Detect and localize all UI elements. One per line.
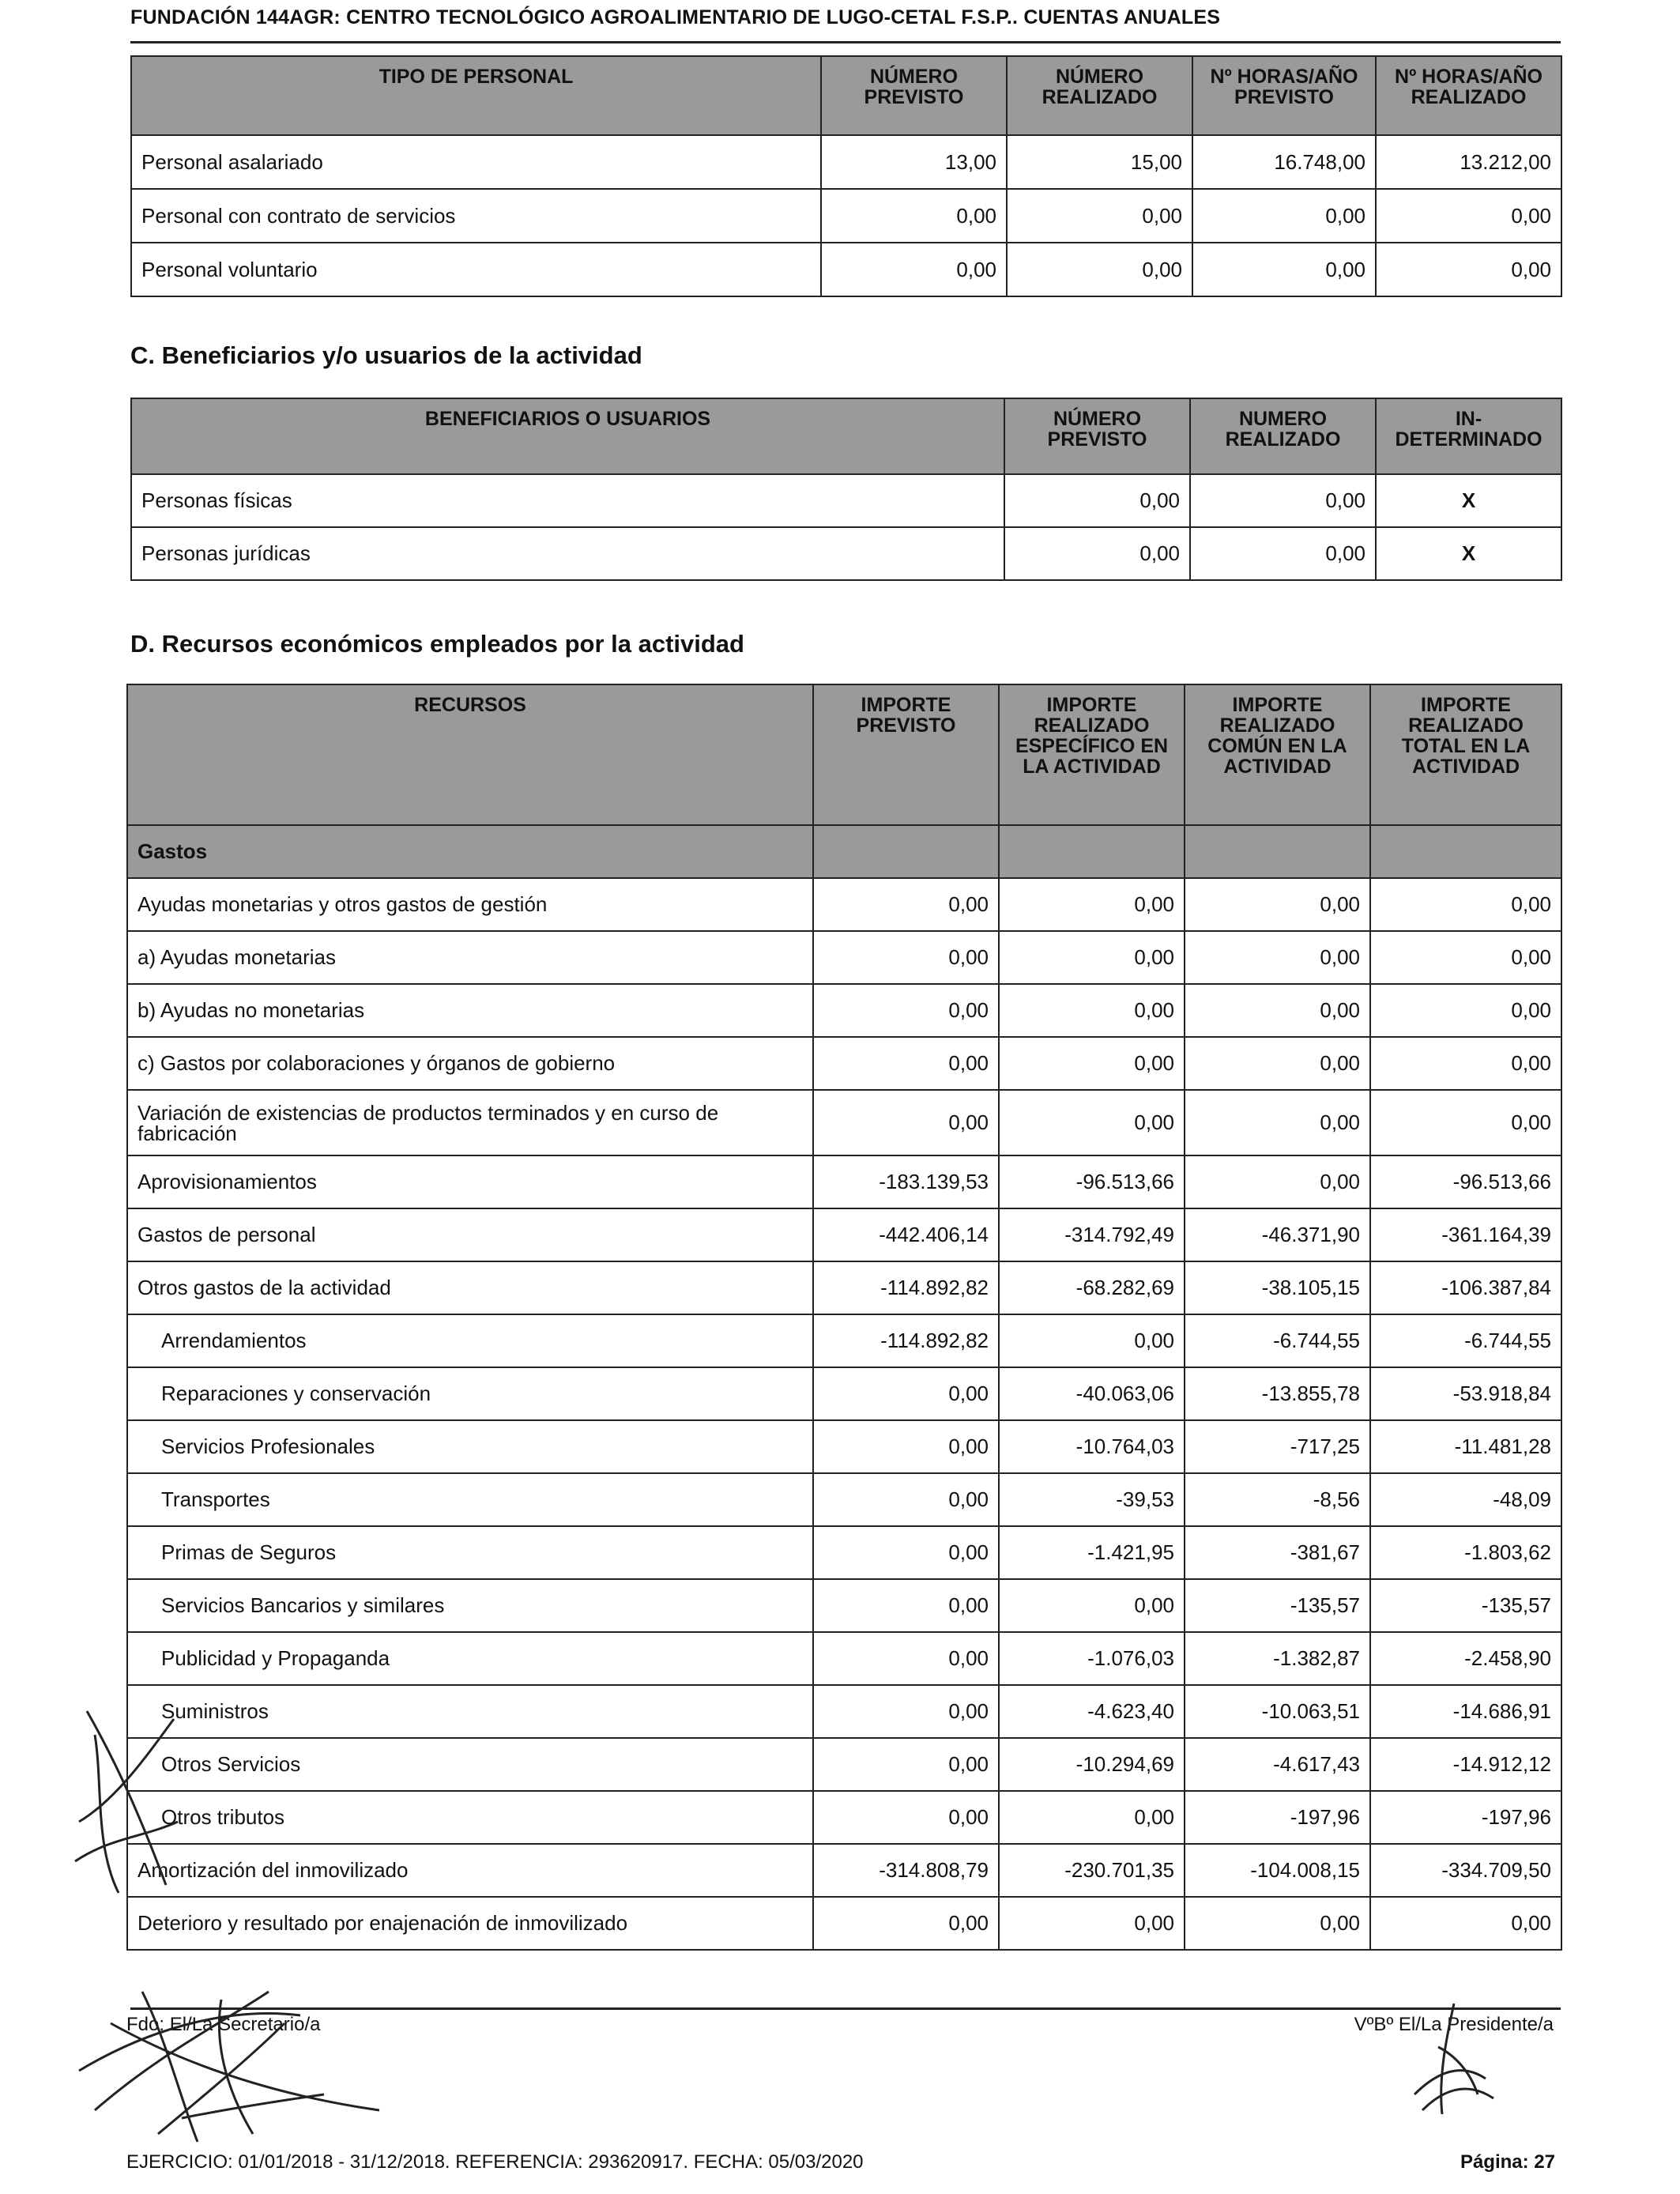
col-horas-realizado: Nº HORAS/AÑO REALIZADO — [1376, 56, 1561, 135]
cell-value: -1.382,87 — [1185, 1632, 1370, 1685]
cell-value: -183.139,53 — [813, 1155, 999, 1208]
table-row — [127, 1685, 1561, 1738]
col-importe-total: IMPORTE REALIZADO TOTAL EN LA ACTIVIDAD — [1370, 684, 1561, 825]
row-label: Gastos de personal — [127, 1208, 813, 1261]
cell-value: -38.105,15 — [1185, 1261, 1370, 1314]
cell-value: 13.212,00 — [1376, 135, 1561, 189]
row-label: Publicidad y Propaganda — [127, 1632, 813, 1685]
cell-value: -135,57 — [1185, 1579, 1370, 1632]
cell-value: -334.709,50 — [1370, 1844, 1561, 1897]
cell-value: 15,00 — [1007, 135, 1192, 189]
table-row — [131, 474, 1561, 527]
cell-value: -717,25 — [1185, 1420, 1370, 1473]
cell-value: -39,53 — [999, 1473, 1185, 1526]
cell-value: -1.076,03 — [999, 1632, 1185, 1685]
cell-value: -361.164,39 — [1370, 1208, 1561, 1261]
cell-value: 13,00 — [821, 135, 1007, 189]
presidente-label: VºBº El/La Presidente/a — [1354, 2014, 1554, 2035]
cell-value: 0,00 — [821, 243, 1007, 296]
col-importe-previsto: IMPORTE PREVISTO — [813, 684, 999, 825]
cell-value: 0,00 — [1192, 189, 1376, 243]
row-label: Personal con contrato de servicios — [131, 189, 821, 243]
cell-value: -40.063,06 — [999, 1367, 1185, 1420]
cell-value: -68.282,69 — [999, 1261, 1185, 1314]
indeterminado-mark: X — [1376, 527, 1561, 580]
gastos-group-row — [127, 825, 1561, 878]
cell-value: 0,00 — [999, 1314, 1185, 1367]
cell-value: -46.371,90 — [1185, 1208, 1370, 1261]
row-label: Personas físicas — [131, 474, 1004, 527]
col-numero-realizado: NÚMERO REALIZADO — [1007, 56, 1192, 135]
table-row — [127, 1897, 1561, 1950]
cell-value: 0,00 — [813, 1897, 999, 1950]
table-row — [127, 1367, 1561, 1420]
row-label: c) Gastos por colaboraciones y órganos de gobierno — [127, 1037, 813, 1090]
table-row — [127, 1791, 1561, 1844]
cell-value: 0,00 — [813, 931, 999, 984]
section-c-title: C. Beneficiarios y/o usuarios de la actividad — [130, 341, 642, 369]
row-label: Otros gastos de la actividad — [127, 1261, 813, 1314]
cell-value: -1.421,95 — [999, 1526, 1185, 1579]
table-row — [127, 1738, 1561, 1791]
cell-value: -53.918,84 — [1370, 1367, 1561, 1420]
cell-value: 0,00 — [1185, 931, 1370, 984]
col-tipo-personal: TIPO DE PERSONAL — [131, 56, 821, 135]
cell-value: -197,96 — [1185, 1791, 1370, 1844]
col-beneficiarios: BENEFICIARIOS O USUARIOS — [131, 398, 1004, 474]
cell-value: -104.008,15 — [1185, 1844, 1370, 1897]
table-row — [127, 1579, 1561, 1632]
cell-value: -96.513,66 — [1370, 1155, 1561, 1208]
row-label: Servicios Profesionales — [127, 1420, 813, 1473]
cell-value: -2.458,90 — [1370, 1632, 1561, 1685]
cell-value: 0,00 — [999, 1897, 1185, 1950]
row-label: Personas jurídicas — [131, 527, 1004, 580]
cell-value: -106.387,84 — [1370, 1261, 1561, 1314]
left-margin-signature — [71, 1703, 182, 1901]
cell-value: 0,00 — [1370, 1037, 1561, 1090]
cell-value: -114.892,82 — [813, 1314, 999, 1367]
table-row — [127, 1632, 1561, 1685]
cell-value: 0,00 — [1376, 189, 1561, 243]
table-row — [127, 1090, 1561, 1155]
row-label: Otros Servicios — [127, 1738, 813, 1791]
row-label: Reparaciones y conservación — [127, 1367, 813, 1420]
cell-value: -11.481,28 — [1370, 1420, 1561, 1473]
col-importe-comun: IMPORTE REALIZADO COMÚN EN LA ACTIVIDAD — [1185, 684, 1370, 825]
document-header: FUNDACIÓN 144AGR: CENTRO TECNOLÓGICO AGROALIMENTARIO DE LUGO-CETAL F.S.P.. CUENTAS ANUALES — [130, 6, 1221, 28]
cell-value: -13.855,78 — [1185, 1367, 1370, 1420]
table-row — [127, 931, 1561, 984]
cell-value: 0,00 — [1007, 243, 1192, 296]
group-label: Gastos — [127, 825, 813, 878]
row-label: Deterioro y resultado por enajenación de inmovilizado — [127, 1897, 813, 1950]
row-label: Otros tributos — [127, 1791, 813, 1844]
cell-value: -197,96 — [1370, 1791, 1561, 1844]
table-row — [131, 135, 1561, 189]
table-row — [127, 1473, 1561, 1526]
section-d-title: D. Recursos económicos empleados por la actividad — [130, 630, 744, 658]
cell-value: -230.701,35 — [999, 1844, 1185, 1897]
cell-value: 0,00 — [813, 1738, 999, 1791]
cell-value: -381,67 — [1185, 1526, 1370, 1579]
presidente-signature — [1391, 2000, 1501, 2118]
row-label: Transportes — [127, 1473, 813, 1526]
cell-value: 0,00 — [1370, 1090, 1561, 1155]
col-numero-realizado: NUMERO REALIZADO — [1190, 398, 1376, 474]
cell-value: 0,00 — [813, 1367, 999, 1420]
col-indeterminado: IN-DETERMINADO — [1376, 398, 1561, 474]
cell-value: 0,00 — [813, 878, 999, 931]
cell-value: 0,00 — [813, 1037, 999, 1090]
cell-value: 0,00 — [1007, 189, 1192, 243]
header-rule — [130, 41, 1561, 43]
cell-value: 0,00 — [999, 1037, 1185, 1090]
secretario-label: Fdo: El/La Secretario/a — [126, 2014, 321, 2035]
ejercicio-footer: EJERCICIO: 01/01/2018 - 31/12/2018. REFERENCIA: 293620917. FECHA: 05/03/2020 — [126, 2151, 864, 2173]
cell-value: -8,56 — [1185, 1473, 1370, 1526]
cell-value: 0,00 — [1376, 243, 1561, 296]
cell-value: 16.748,00 — [1192, 135, 1376, 189]
cell-value: 0,00 — [813, 1632, 999, 1685]
cell-value: 0,00 — [999, 1791, 1185, 1844]
cell-value: 0,00 — [813, 1473, 999, 1526]
table-row — [127, 984, 1561, 1037]
cell-value: 0,00 — [1370, 1897, 1561, 1950]
cell-value: 0,00 — [999, 1579, 1185, 1632]
cell-value: 0,00 — [999, 931, 1185, 984]
cell-value: 0,00 — [1185, 1155, 1370, 1208]
cell-value: -4.623,40 — [999, 1685, 1185, 1738]
cell-value: 0,00 — [1370, 984, 1561, 1037]
cell-value: -48,09 — [1370, 1473, 1561, 1526]
row-label: Primas de Seguros — [127, 1526, 813, 1579]
cell-value: -314.808,79 — [813, 1844, 999, 1897]
cell-value: 0,00 — [1185, 1090, 1370, 1155]
page-number: Página: 27 — [1460, 2151, 1555, 2173]
row-label: Personal voluntario — [131, 243, 821, 296]
cell-value: 0,00 — [813, 1420, 999, 1473]
indeterminado-mark: X — [1376, 474, 1561, 527]
cell-value: -4.617,43 — [1185, 1738, 1370, 1791]
row-label: Personal asalariado — [131, 135, 821, 189]
table-row — [127, 1526, 1561, 1579]
row-label: Amortización del inmovilizado — [127, 1844, 813, 1897]
col-importe-especifico: IMPORTE REALIZADO ESPECÍFICO EN LA ACTIVIDAD — [999, 684, 1185, 825]
row-label: Aprovisionamientos — [127, 1155, 813, 1208]
cell-value: -10.764,03 — [999, 1420, 1185, 1473]
cell-value: 0,00 — [1190, 527, 1376, 580]
row-label: Suministros — [127, 1685, 813, 1738]
cell-value: 0,00 — [1370, 878, 1561, 931]
table-row — [127, 878, 1561, 931]
table-row — [127, 1155, 1561, 1208]
recursos-table — [126, 684, 1562, 1951]
table-row — [127, 1261, 1561, 1314]
table-row — [127, 1314, 1561, 1367]
beneficiarios-table — [130, 398, 1562, 581]
cell-value: 0,00 — [813, 1090, 999, 1155]
cell-value: -96.513,66 — [999, 1155, 1185, 1208]
row-label: b) Ayudas no monetarias — [127, 984, 813, 1037]
row-label: Ayudas monetarias y otros gastos de gestión — [127, 878, 813, 931]
cell-value: 0,00 — [813, 1685, 999, 1738]
cell-value: 0,00 — [999, 878, 1185, 931]
cell-value: 0,00 — [1370, 931, 1561, 984]
cell-value: 0,00 — [813, 1526, 999, 1579]
table-row — [127, 1420, 1561, 1473]
cell-value: 0,00 — [1185, 878, 1370, 931]
table-row — [127, 1208, 1561, 1261]
cell-value: 0,00 — [821, 189, 1007, 243]
col-recursos: RECURSOS — [127, 684, 813, 825]
row-label: Arrendamientos — [127, 1314, 813, 1367]
cell-value: 0,00 — [1192, 243, 1376, 296]
cell-value: -14.912,12 — [1370, 1738, 1561, 1791]
cell-value: -135,57 — [1370, 1579, 1561, 1632]
row-label: Variación de existencias de productos terminados y en curso de fabricación — [127, 1090, 813, 1155]
secretario-signature — [63, 1976, 395, 2150]
col-horas-previsto: Nº HORAS/AÑO PREVISTO — [1192, 56, 1376, 135]
table-row — [131, 527, 1561, 580]
table-row — [127, 1844, 1561, 1897]
personal-table — [130, 55, 1562, 297]
col-numero-previsto: NÚMERO PREVISTO — [821, 56, 1007, 135]
cell-value: 0,00 — [1004, 527, 1190, 580]
cell-value: 0,00 — [813, 1791, 999, 1844]
table-row — [131, 243, 1561, 296]
table-row — [131, 189, 1561, 243]
cell-value: 0,00 — [999, 1090, 1185, 1155]
cell-value: 0,00 — [1190, 474, 1376, 527]
cell-value: 0,00 — [1185, 1897, 1370, 1950]
row-label: Servicios Bancarios y similares — [127, 1579, 813, 1632]
col-numero-previsto: NÚMERO PREVISTO — [1004, 398, 1190, 474]
cell-value: -314.792,49 — [999, 1208, 1185, 1261]
table-row — [127, 1037, 1561, 1090]
cell-value: -10.063,51 — [1185, 1685, 1370, 1738]
cell-value: 0,00 — [1185, 1037, 1370, 1090]
cell-value: -6.744,55 — [1185, 1314, 1370, 1367]
cell-value: -442.406,14 — [813, 1208, 999, 1261]
row-label: a) Ayudas monetarias — [127, 931, 813, 984]
cell-value: -6.744,55 — [1370, 1314, 1561, 1367]
cell-value: -114.892,82 — [813, 1261, 999, 1314]
cell-value: 0,00 — [1004, 474, 1190, 527]
cell-value: -1.803,62 — [1370, 1526, 1561, 1579]
cell-value: -14.686,91 — [1370, 1685, 1561, 1738]
cell-value: 0,00 — [999, 984, 1185, 1037]
cell-value: 0,00 — [813, 1579, 999, 1632]
cell-value: 0,00 — [813, 984, 999, 1037]
cell-value: 0,00 — [1185, 984, 1370, 1037]
cell-value: -10.294,69 — [999, 1738, 1185, 1791]
